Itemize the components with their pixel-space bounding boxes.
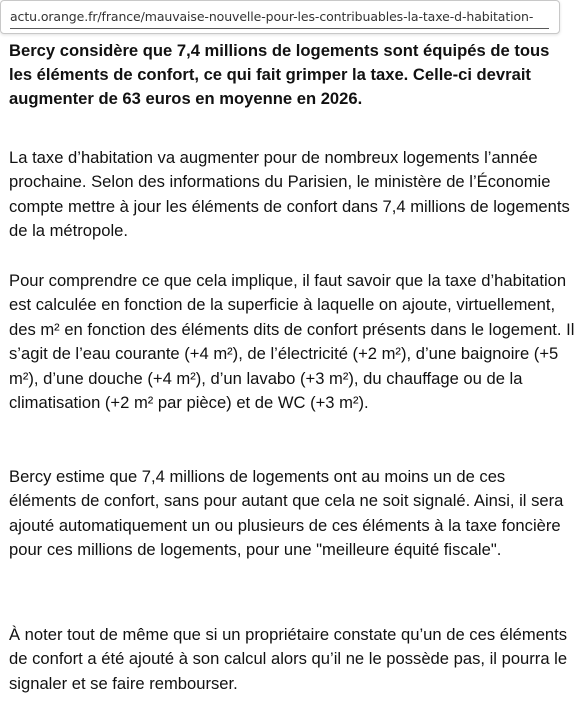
- url-bar[interactable]: [0, 0, 560, 34]
- url-text[interactable]: actu.orange.fr/france/mauvaise-nouvelle-pour-les-contribuables-la-taxe-d-habitation-: [10, 9, 534, 24]
- article-body: [9, 39, 575, 693]
- article-paragraph: Bercy estime que 7,4 millions de logements ont au moins un de ces éléments de confort, sans pour autant que cela ne soit signalé. Ainsi, il sera ajouté automatiquement un ou plusieurs de ces éléments à la taxe foncière pour ces millions de logements, pour une "meilleure équité fiscale".: [9, 467, 564, 560]
- article-paragraph: La taxe d’habitation va augmenter pour de nombreux logements l’année prochaine. Selon des informations du Parisien, le ministère de l’Économie compte mettre à jour les éléments de confort dans 7,4 millions de logements de la métropole.: [9, 148, 570, 241]
- url-underline: [10, 28, 549, 29]
- article-paragraph: Pour comprendre ce que cela implique, il faut savoir que la taxe d’habitation est calculée en fonction de la superficie à laquelle on ajoute, virtuellement, des m² en fonction des éléments dits de confort présents dans le logement. Il s’agit de l’eau courante (+4 m²), de l’électricité (+2 m²), d’une baignoire (+5 m²), d’une douche (+4 m²), d’un lavabo (+3 m²), du chauffage ou de la climatisation (+2 m² par pièce) et de WC (+3 m²).: [9, 271, 575, 413]
- article-paragraph: À noter tout de même que si un propriétaire constate qu’un de ces éléments de confort a été ajouté à son calcul alors qu’il ne le possède pas, il pourra le signaler et se faire rembourser.: [9, 625, 568, 693]
- article-lead: Bercy considère que 7,4 millions de logements sont équipés de tous les éléments de confort, ce qui fait grimper la taxe. Celle-ci devrait augmenter de 63 euros en moyenne en 2026.: [9, 41, 550, 108]
